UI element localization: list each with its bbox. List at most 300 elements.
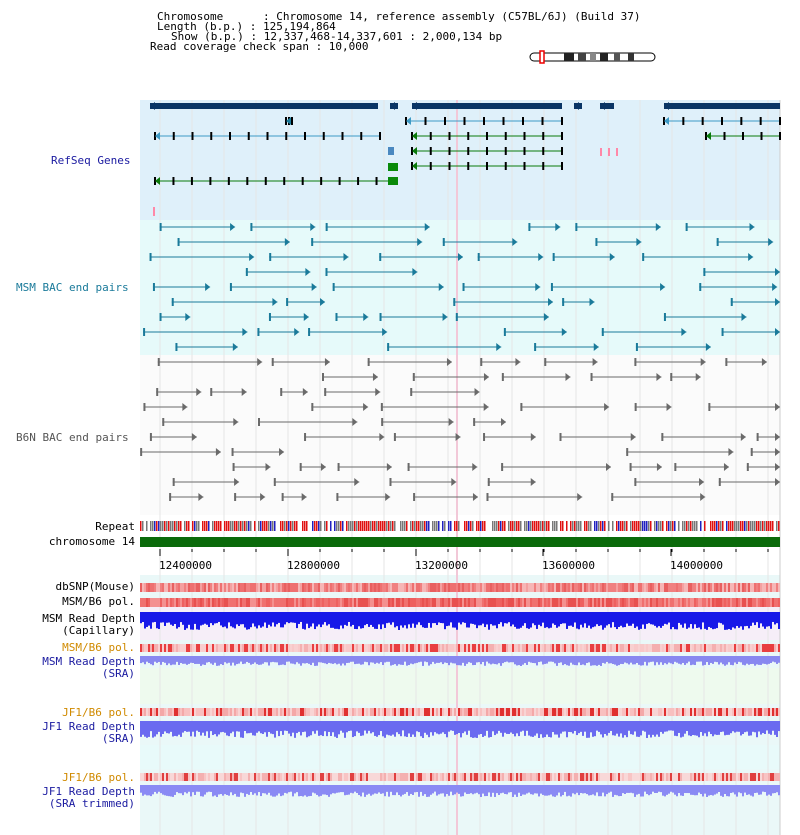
jf1-depth-trim-bar — [262, 785, 264, 793]
dbsnp-heat — [146, 583, 148, 592]
msm-depth-sra-bar — [432, 656, 434, 662]
jf1-pol-heat — [174, 708, 176, 716]
jf1-pol2-heat — [224, 773, 226, 781]
jf1-depth-sra-bar — [520, 721, 522, 732]
msm-pol-heat — [270, 598, 272, 607]
jf1-depth-trim-bar — [366, 785, 368, 795]
msm-pol2-heat — [546, 644, 548, 652]
jf1-depth-sra-bar — [680, 721, 682, 737]
msm-depth-sra-bar — [420, 656, 422, 662]
msm-pol2-heat — [372, 644, 374, 652]
jf1-pol-heat — [378, 708, 380, 716]
jf1-pol-heat — [496, 708, 498, 716]
exon — [191, 177, 193, 185]
msm-pol2-heat — [616, 644, 618, 652]
jf1-pol-heat — [506, 708, 508, 716]
msm-depth-sra-bar — [520, 656, 522, 666]
jf1-depth-trim-bar — [276, 785, 278, 795]
repeat-mark — [668, 521, 670, 531]
exon — [486, 132, 488, 140]
jf1-pol2-heat — [748, 773, 750, 781]
jf1-depth-sra-bar — [468, 721, 470, 731]
jf1-depth-sra-bar — [706, 721, 708, 736]
msm-depth-sra-bar — [734, 656, 736, 662]
jf1-pol2-heat — [182, 773, 184, 781]
msm-depth-cap-bar — [752, 612, 754, 623]
jf1-pol-heat — [426, 708, 428, 716]
jf1-pol-heat — [464, 708, 466, 716]
jf1-depth-trim-bar — [516, 785, 518, 797]
jf1-depth-trim-bar — [494, 785, 496, 797]
jf1-pol-heat — [704, 708, 706, 716]
msm-pol-heat — [490, 598, 492, 607]
msm-depth-cap-bar — [400, 612, 402, 625]
jf1-depth-sra-bar — [644, 721, 646, 732]
repeat-mark — [238, 521, 240, 531]
msm-bac-pair-end — [325, 268, 327, 276]
msm-depth-sra-bar — [378, 656, 380, 664]
jf1-depth-sra-bar — [578, 721, 580, 733]
jf1-depth-trim-bar — [650, 785, 652, 794]
dbsnp-heat — [772, 583, 774, 592]
jf1-pol-heat — [748, 708, 750, 716]
dbsnp-heat — [396, 583, 398, 592]
msm-pol2-heat — [184, 644, 186, 652]
jf1-pol2-heat — [486, 773, 488, 781]
msm-depth-cap-bar — [682, 612, 684, 628]
repeat-mark — [208, 521, 210, 531]
msm-pol-heat — [532, 598, 534, 607]
dbsnp-heat — [520, 583, 522, 592]
jf1-pol-heat — [756, 708, 758, 716]
jf1-pol2-heat — [730, 773, 732, 781]
jf1-pol2-heat — [386, 773, 388, 781]
msm-depth-cap-bar — [516, 612, 518, 629]
msm-pol-heat — [560, 598, 562, 607]
msm-depth-cap-bar — [390, 612, 392, 625]
jf1-depth-trim-bar — [398, 785, 400, 795]
jf1-pol-heat — [670, 708, 672, 716]
jf1-pol-heat — [438, 708, 440, 716]
jf1-depth-trim-bar — [550, 785, 552, 795]
jf1-depth-trim-bar — [598, 785, 600, 796]
dbsnp-heat — [426, 583, 428, 592]
dbsnp-heat — [568, 583, 570, 592]
b6n-bac-pair-end — [502, 373, 504, 381]
b6n-bac-pair-end — [274, 478, 276, 486]
msm-depth-cap-bar — [482, 612, 484, 624]
msm-pol-heat — [528, 598, 530, 607]
msm-pol2-heat — [770, 644, 772, 652]
msm-pol-heat — [332, 598, 334, 607]
msm-depth-cap-bar — [144, 612, 146, 629]
jf1-depth-trim-bar — [422, 785, 424, 796]
msm-pol2-heat — [354, 644, 356, 652]
msm-depth-cap-bar — [472, 612, 474, 624]
dbsnp-heat — [562, 583, 564, 592]
msm-depth-cap-bar — [512, 612, 514, 625]
repeat-mark — [198, 521, 200, 531]
msm-depth-sra-bar — [758, 656, 760, 665]
msm-pol-heat — [458, 598, 460, 607]
repeat-mark — [188, 521, 190, 531]
msm-depth-sra-bar — [230, 656, 232, 666]
jf1-depth-sra-bar — [184, 721, 186, 731]
repeat-mark — [494, 521, 496, 531]
exon — [483, 117, 485, 125]
jf1-depth-trim-bar — [736, 785, 738, 797]
jf1-pol-heat — [218, 708, 220, 716]
dbsnp-heat — [200, 583, 202, 592]
jf1-depth-sra-bar — [484, 721, 486, 736]
jf1-depth-trim-bar — [768, 785, 770, 795]
jf1-depth-trim-bar — [252, 785, 254, 795]
repeat-mark — [374, 521, 376, 531]
msm-depth-sra-bar — [662, 656, 664, 665]
msm-pol2-heat — [760, 644, 762, 652]
jf1-pol2-heat — [414, 773, 416, 781]
jf1-pol-heat — [600, 708, 602, 716]
repeat-mark — [662, 521, 664, 531]
dbsnp-heat — [446, 583, 448, 592]
msm-bac-label[interactable]: MSM BAC end pairs — [16, 281, 129, 294]
jf1-pol2-heat — [550, 773, 552, 781]
msm-depth-sra-bar — [660, 656, 662, 662]
snp-mark — [616, 148, 618, 156]
msm-pol-heat — [406, 598, 408, 607]
jf1-pol2-heat — [312, 773, 314, 781]
msm-pol2-heat — [306, 644, 308, 652]
jf1-pol2-heat — [352, 773, 354, 781]
jf1-depth-sra-bar — [524, 721, 526, 736]
repeat-mark — [552, 521, 554, 531]
msm-depth-cap-bar — [534, 612, 536, 625]
jf1-depth-trim-bar — [296, 785, 298, 792]
jf1-depth-sra-bar — [516, 721, 518, 733]
dbsnp-heat — [342, 583, 344, 592]
jf1-pol2-heat — [708, 773, 710, 781]
msm-pol-heat — [392, 598, 394, 607]
b6n-bac-pair-end — [410, 388, 412, 396]
msm-depth-sra-bar — [492, 656, 494, 664]
jf1-depth-sra-bar — [584, 721, 586, 732]
jf1-depth-trim-bar — [592, 785, 594, 794]
jf1-depth-trim-bar — [438, 785, 440, 794]
jf1-pol-heat — [156, 708, 158, 716]
msm-depth-sra-bar — [190, 656, 192, 663]
msm-depth-sra-bar — [620, 656, 622, 664]
repeat-mark — [732, 521, 734, 531]
jf1-depth-trim-bar — [248, 785, 250, 795]
jf1-pol-heat — [696, 708, 698, 716]
exon — [228, 177, 230, 185]
msm-pol-heat — [516, 598, 518, 607]
jf1-pol-heat — [502, 708, 504, 716]
jf1-pol-heat — [404, 708, 406, 716]
msm-depth-cap-bar — [328, 612, 330, 624]
dbsnp-heat — [540, 583, 542, 592]
b6n-bac-label[interactable]: B6N BAC end pairs — [16, 431, 129, 444]
repeat-mark — [366, 521, 368, 531]
jf1-depth-trim-bar — [552, 785, 554, 796]
msm-depth-sra-bar — [590, 656, 592, 666]
jf1-pol2-heat — [688, 773, 690, 781]
msm-pol2-heat — [466, 644, 468, 652]
dbsnp-heat — [774, 583, 776, 592]
msm-depth-cap-bar — [190, 612, 192, 630]
jf1-pol2-heat — [718, 773, 720, 781]
jf1-depth-sra-bar — [234, 721, 236, 737]
msm-depth-sra-bar — [450, 656, 452, 663]
msm-pol-heat — [276, 598, 278, 607]
msm-depth-cap-bar — [220, 612, 222, 625]
msm-pol2-heat — [570, 644, 572, 652]
msm-pol-heat — [586, 598, 588, 607]
jf1-pol-heat — [550, 708, 552, 716]
jf1-depth-trim-bar — [462, 785, 464, 796]
msm-pol-heat — [430, 598, 432, 607]
repeat-mark — [162, 521, 164, 531]
msm-depth-cap-bar — [576, 612, 578, 629]
msm-pol2-heat — [532, 644, 534, 652]
jf1-depth-sra-bar — [448, 721, 450, 732]
dbsnp-heat — [482, 583, 484, 592]
jf1-pol2-heat — [654, 773, 656, 781]
jf1-pol2-heat — [448, 773, 450, 781]
msm-depth-cap-bar — [734, 612, 736, 628]
jf1-depth-trim-bar — [290, 785, 292, 792]
msm-pol2-heat — [756, 644, 758, 652]
jf1-depth-trim-bar — [204, 785, 206, 795]
repeat-mark — [246, 521, 248, 531]
msm-depth-cap-bar — [702, 612, 704, 622]
msm-pol2-heat — [660, 644, 662, 652]
msm-depth-cap-bar — [522, 612, 524, 626]
msm-depth-cap-bar — [528, 612, 530, 629]
msm-depth-sra-bar — [188, 656, 190, 664]
jf1-pol-heat — [322, 708, 324, 716]
jf1-pol2-heat — [628, 773, 630, 781]
msm-depth-sra-bar — [596, 656, 598, 666]
msm-pol-heat — [694, 598, 696, 607]
jf1-pol-heat — [766, 708, 768, 716]
msm-pol-heat — [232, 598, 234, 607]
jf1-depth-trim-bar — [412, 785, 414, 795]
msm-pol2-heat — [364, 644, 366, 652]
msm-depth-sra-bar — [760, 656, 762, 665]
dbsnp-heat — [376, 583, 378, 592]
jf1-pol2-heat — [378, 773, 380, 781]
dbsnp-heat — [220, 583, 222, 592]
msm-pol-heat — [222, 598, 224, 607]
dbsnp-heat — [516, 583, 518, 592]
jf1-pol2-heat — [460, 773, 462, 781]
jf1-pol-heat — [304, 708, 306, 716]
msm-depth-cap-bar — [674, 612, 676, 629]
msm-depth-sra-bar — [744, 656, 746, 665]
msm-depth-sra-bar — [202, 656, 204, 665]
jf1-pol-heat — [642, 708, 644, 716]
jf1-depth-trim-bar — [242, 785, 244, 793]
msm-pol-heat — [472, 598, 474, 607]
repeat-mark — [142, 521, 144, 531]
msm-depth-sra-bar — [618, 656, 620, 665]
jf1-depth-trim-bar — [500, 785, 502, 793]
jf1-depth-trim-bar — [752, 785, 754, 797]
repeat-mark — [386, 521, 388, 531]
repeat-mark — [632, 521, 634, 531]
msm-depth-sra-bar — [766, 656, 768, 664]
jf1-depth-sra-label: JF1 Read Depth (SRA) — [42, 720, 135, 745]
msm-depth-cap-bar — [494, 612, 496, 625]
dbsnp-heat — [672, 583, 674, 592]
exon — [444, 117, 446, 125]
dbsnp-heat — [456, 583, 458, 592]
msm-pol-heat — [356, 598, 358, 607]
msm-pol-heat — [328, 598, 330, 607]
msm-pol2-heat — [680, 644, 682, 652]
b6n-bac-pair-end — [156, 388, 158, 396]
msm-depth-cap-bar — [602, 612, 604, 630]
msm-pol-heat — [656, 598, 658, 607]
jf1-depth-trim-bar — [258, 785, 260, 792]
jf1-pol2-heat — [548, 773, 550, 781]
jf1-depth-trim-bar — [466, 785, 468, 794]
repeat-mark — [586, 521, 588, 531]
msm-pol2-heat — [194, 644, 196, 652]
jf1-pol-heat — [614, 708, 616, 716]
dbsnp-heat — [594, 583, 596, 592]
msm-depth-cap-bar — [196, 612, 198, 629]
jf1-pol2-heat — [490, 773, 492, 781]
jf1-pol-heat — [606, 708, 608, 716]
jf1-pol-heat — [406, 708, 408, 716]
jf1-depth-sra-bar — [444, 721, 446, 734]
msm-depth-sra-bar — [584, 656, 586, 665]
msm-depth-sra-bar — [210, 656, 212, 663]
jf1-pol-heat — [232, 708, 234, 716]
jf1-pol2-heat — [638, 773, 640, 781]
jf1-pol2-heat — [406, 773, 408, 781]
msm-pol2-heat — [722, 644, 724, 652]
jf1-pol-heat — [334, 708, 336, 716]
jf1-pol2-heat — [504, 773, 506, 781]
jf1-pol-heat — [270, 708, 272, 716]
msm-pol2-heat — [452, 644, 454, 652]
msm-depth-sra-bar — [778, 656, 780, 663]
jf1-pol-heat — [172, 708, 174, 716]
refseq-label[interactable]: RefSeq Genes — [51, 154, 131, 167]
msm-pol2-heat — [376, 644, 378, 652]
msm-pol-heat — [322, 598, 324, 607]
jf1-pol-heat — [740, 708, 742, 716]
jf1-pol2-heat — [320, 773, 322, 781]
msm-depth-sra-bar — [412, 656, 414, 664]
msm-pol2-heat — [220, 644, 222, 652]
msm-depth-sra-bar — [364, 656, 366, 662]
repeat-mark — [172, 521, 174, 531]
repeat-mark — [370, 521, 372, 531]
msm-pol2-heat — [438, 644, 440, 652]
jf1-depth-trim-bar — [318, 785, 320, 796]
msm-depth-cap-bar — [458, 612, 460, 623]
jf1-pol-heat — [636, 708, 638, 716]
b6n-bac-pair-end — [674, 463, 676, 471]
msm-depth-cap-bar — [544, 612, 546, 628]
msm-depth-cap-bar — [180, 612, 182, 622]
jf1-depth-trim-bar — [264, 785, 266, 793]
jf1-depth-sra-bar — [606, 721, 608, 736]
jf1-pol-heat — [332, 708, 334, 716]
jf1-pol-heat — [610, 708, 612, 716]
repeat-mark — [402, 521, 404, 531]
msm-pol-heat — [266, 598, 268, 607]
jf1-depth-trim-bar — [518, 785, 520, 793]
jf1-pol-heat — [684, 708, 686, 716]
msm-depth-cap-bar — [622, 612, 624, 627]
jf1-pol-heat — [142, 708, 144, 716]
jf1-depth-sra-bar — [632, 721, 634, 735]
msm-depth-cap-bar — [706, 612, 708, 630]
jf1-depth-trim-bar — [226, 785, 228, 795]
msm-depth-cap-bar — [468, 612, 470, 628]
msm-pol-heat — [416, 598, 418, 607]
jf1-depth-sra-bar — [572, 721, 574, 734]
msm-pol-heat — [244, 598, 246, 607]
dbsnp-heat — [266, 583, 268, 592]
msm-bac-pair-end — [311, 238, 313, 246]
repeat-mark — [348, 521, 350, 531]
dbsnp-heat — [474, 583, 476, 592]
jf1-pol2-heat — [770, 773, 772, 781]
exon — [467, 132, 469, 140]
jf1-pol-heat — [344, 708, 346, 716]
msm-depth-sra-bar — [418, 656, 420, 662]
msm-depth-cap-bar — [428, 612, 430, 623]
msm-pol2-heat — [428, 644, 430, 652]
msm-pol2-heat — [602, 644, 604, 652]
jf1-pol-heat — [656, 708, 658, 716]
msm-pol2-heat — [720, 644, 722, 652]
msm-pol-heat — [264, 598, 266, 607]
b6n-bac-pair-end — [381, 403, 383, 411]
msm-depth-sra-bar — [144, 656, 146, 664]
msm-depth-sra-bar — [460, 656, 462, 665]
jf1-pol-heat — [326, 708, 328, 716]
msm-bac-pair-end — [602, 328, 604, 336]
dbsnp-heat — [234, 583, 236, 592]
msm-pol-heat — [368, 598, 370, 607]
msm-depth-cap-bar — [338, 612, 340, 629]
jf1-pol-heat — [240, 708, 242, 716]
jf1-pol-heat — [612, 708, 614, 716]
dbsnp-heat — [760, 583, 762, 592]
msm-depth-sra-bar — [614, 656, 616, 665]
msm-depth-sra-bar — [238, 656, 240, 664]
jf1-depth-trim-bar — [382, 785, 384, 793]
header-coverage: Read coverage check span : 10,000 — [150, 40, 369, 53]
msm-pol2-heat — [636, 644, 638, 652]
jf1-pol2-heat — [254, 773, 256, 781]
msm-depth-sra-bar — [264, 656, 266, 662]
dbsnp-heat — [264, 583, 266, 592]
dbsnp-heat — [560, 583, 562, 592]
msm-pol-heat — [714, 598, 716, 607]
msm-pol2-heat — [300, 644, 302, 652]
jf1-depth-trim-bar — [674, 785, 676, 795]
msm-depth-sra-bar — [426, 656, 428, 662]
repeat-mark — [540, 521, 542, 531]
